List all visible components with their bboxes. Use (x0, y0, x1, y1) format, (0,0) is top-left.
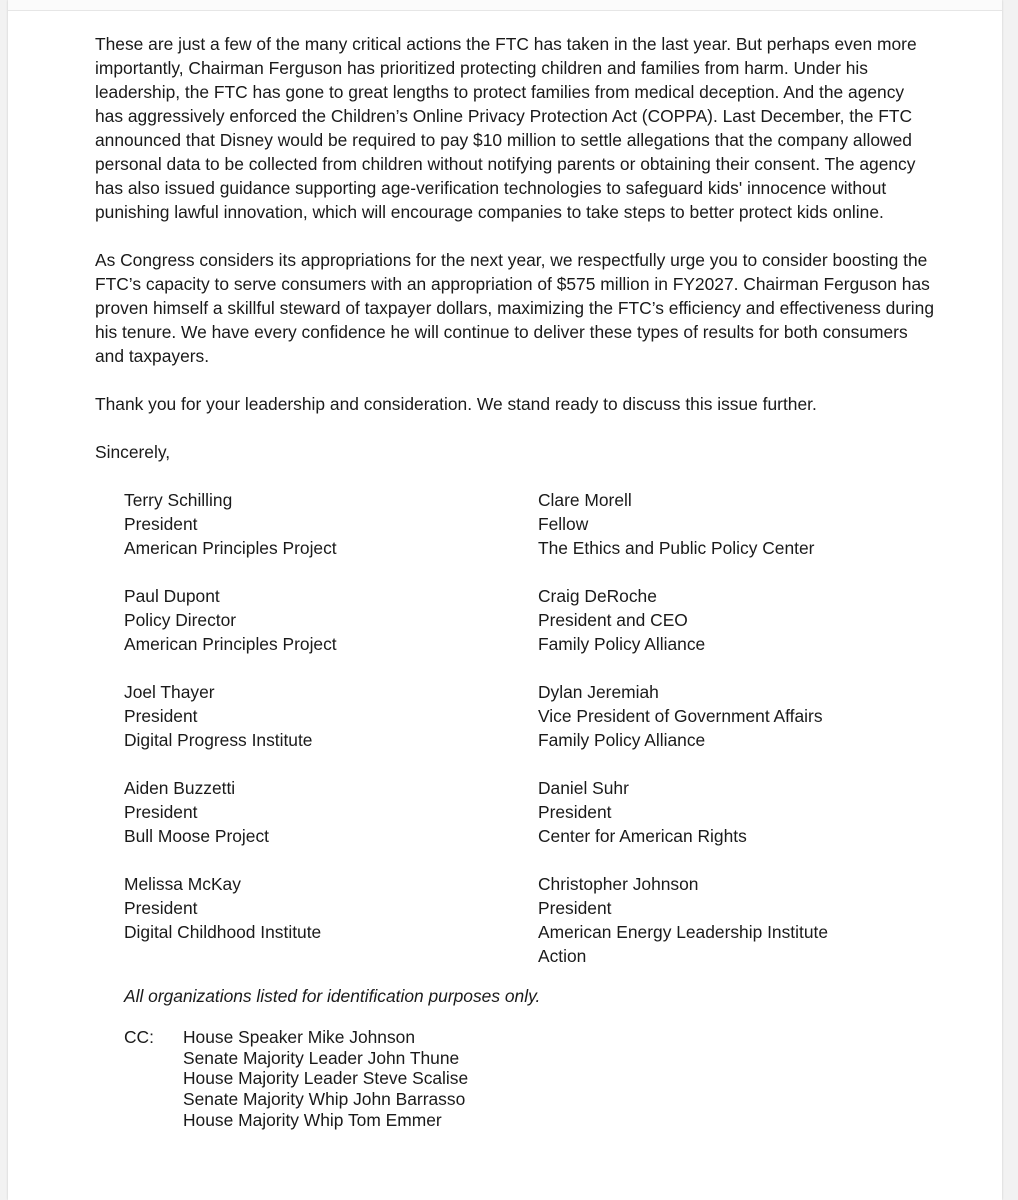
signatory-title: President and CEO (538, 610, 688, 630)
signatory-title: President (538, 898, 612, 918)
cc-recipient: House Speaker Mike Johnson (183, 1027, 416, 1047)
cc-recipient: Senate Majority Whip John Barrasso (183, 1089, 466, 1110)
signatory-name: Dylan Jeremiah (538, 682, 659, 702)
signatory-name: Paul Dupont (124, 586, 220, 606)
signatory (124, 488, 538, 560)
signatory-title: President (538, 802, 612, 822)
signatory (538, 872, 868, 968)
paragraph-thank-you: Thank you for your leadership and consideration. We stand ready to discuss this issue further. (95, 394, 817, 414)
signatory (538, 584, 868, 656)
signatory-name: Daniel Suhr (538, 778, 629, 798)
signatory-title: President (124, 706, 198, 726)
signatory-title: President (124, 514, 198, 534)
signatory-org: Digital Childhood Institute (124, 922, 322, 942)
signatory-name: Joel Thayer (124, 682, 215, 702)
signatory-org: Center for American Rights (538, 826, 747, 846)
signatory (538, 680, 868, 752)
signatory (124, 872, 538, 968)
signatory (538, 776, 868, 848)
signatory-org: Digital Progress Institute (124, 730, 313, 750)
signatory-org: Family Policy Alliance (538, 730, 706, 750)
signatory (124, 584, 538, 656)
cc-recipient: House Majority Whip Tom Emmer (183, 1109, 442, 1130)
signatory-title: Vice President of Government Affairs (538, 706, 823, 726)
signatory-org: American Energy Leadership Institute Action (538, 922, 829, 966)
paragraph-appropriations-request: As Congress considers its appropriations for the next year, we respectfully urge you to consider boosting the FTC’s capacity to serve consumers with an appropriation of $575 million in FY2027. Chairman Ferguson has proven himself a skillful steward of taxpayer dollars, maximizing the FTC’s efficiency and effectiveness during his tenure. We have every confidence he will continue to deliver these types of results for both consumers and taxpayers. (95, 250, 934, 366)
signatory-title: Fellow (538, 514, 589, 534)
cc-block (124, 1027, 935, 1131)
signatory (124, 776, 538, 848)
letter-body (95, 32, 935, 1131)
signatory-org: American Principles Project (124, 634, 337, 654)
signatory-org: American Principles Project (124, 538, 337, 558)
signatory-name: Christopher Johnson (538, 874, 699, 894)
signatory-org: Bull Moose Project (124, 826, 269, 846)
cc-recipient: Senate Majority Leader John Thune (183, 1047, 460, 1068)
cc-recipients (183, 1027, 468, 1131)
previous-page-edge (8, 0, 1002, 11)
cc-label: CC: (124, 1027, 154, 1047)
signatory-title: President (124, 802, 198, 822)
signatory-name: Aiden Buzzetti (124, 778, 236, 798)
signatory-title: Policy Director (124, 610, 237, 630)
signatory-org: The Ethics and Public Policy Center (538, 538, 815, 558)
signatory-title: President (124, 898, 198, 918)
signatory (538, 488, 868, 560)
cc-recipient: House Majority Leader Steve Scalise (183, 1068, 469, 1089)
signatory-name: Clare Morell (538, 490, 632, 510)
signatory-name: Melissa McKay (124, 874, 241, 894)
signatories (124, 488, 935, 968)
signatory-org: Family Policy Alliance (538, 634, 706, 654)
paragraph-ftc-actions: These are just a few of the many critical actions the FTC has taken in the last year. But perhaps even more importantly, Chairman Ferguson has prioritized protecting children and families from harm. Under his leadership, the FTC has gone to great lengths to protect families from medical deception. And the agency has aggressively enforced the Children’s Online Privacy Protection Act (COPPA). Last December, the FTC announced that Disney would be required to pay $10 million to settle allegations that the company allowed personal data to be collected from children without notifying parents or obtaining their consent. The agency has also issued guidance supporting age-verification technologies to safeguard kids' innocence without punishing lawful innovation, which will encourage companies to take steps to better protect kids online. (95, 34, 917, 222)
closing-salutation: Sincerely, (95, 442, 171, 462)
identification-note: All organizations listed for identification purposes only. (124, 986, 541, 1006)
signatory (124, 680, 538, 752)
document-page (8, 0, 1002, 1200)
signatory-name: Craig DeRoche (538, 586, 657, 606)
signatory-name: Terry Schilling (124, 490, 233, 510)
